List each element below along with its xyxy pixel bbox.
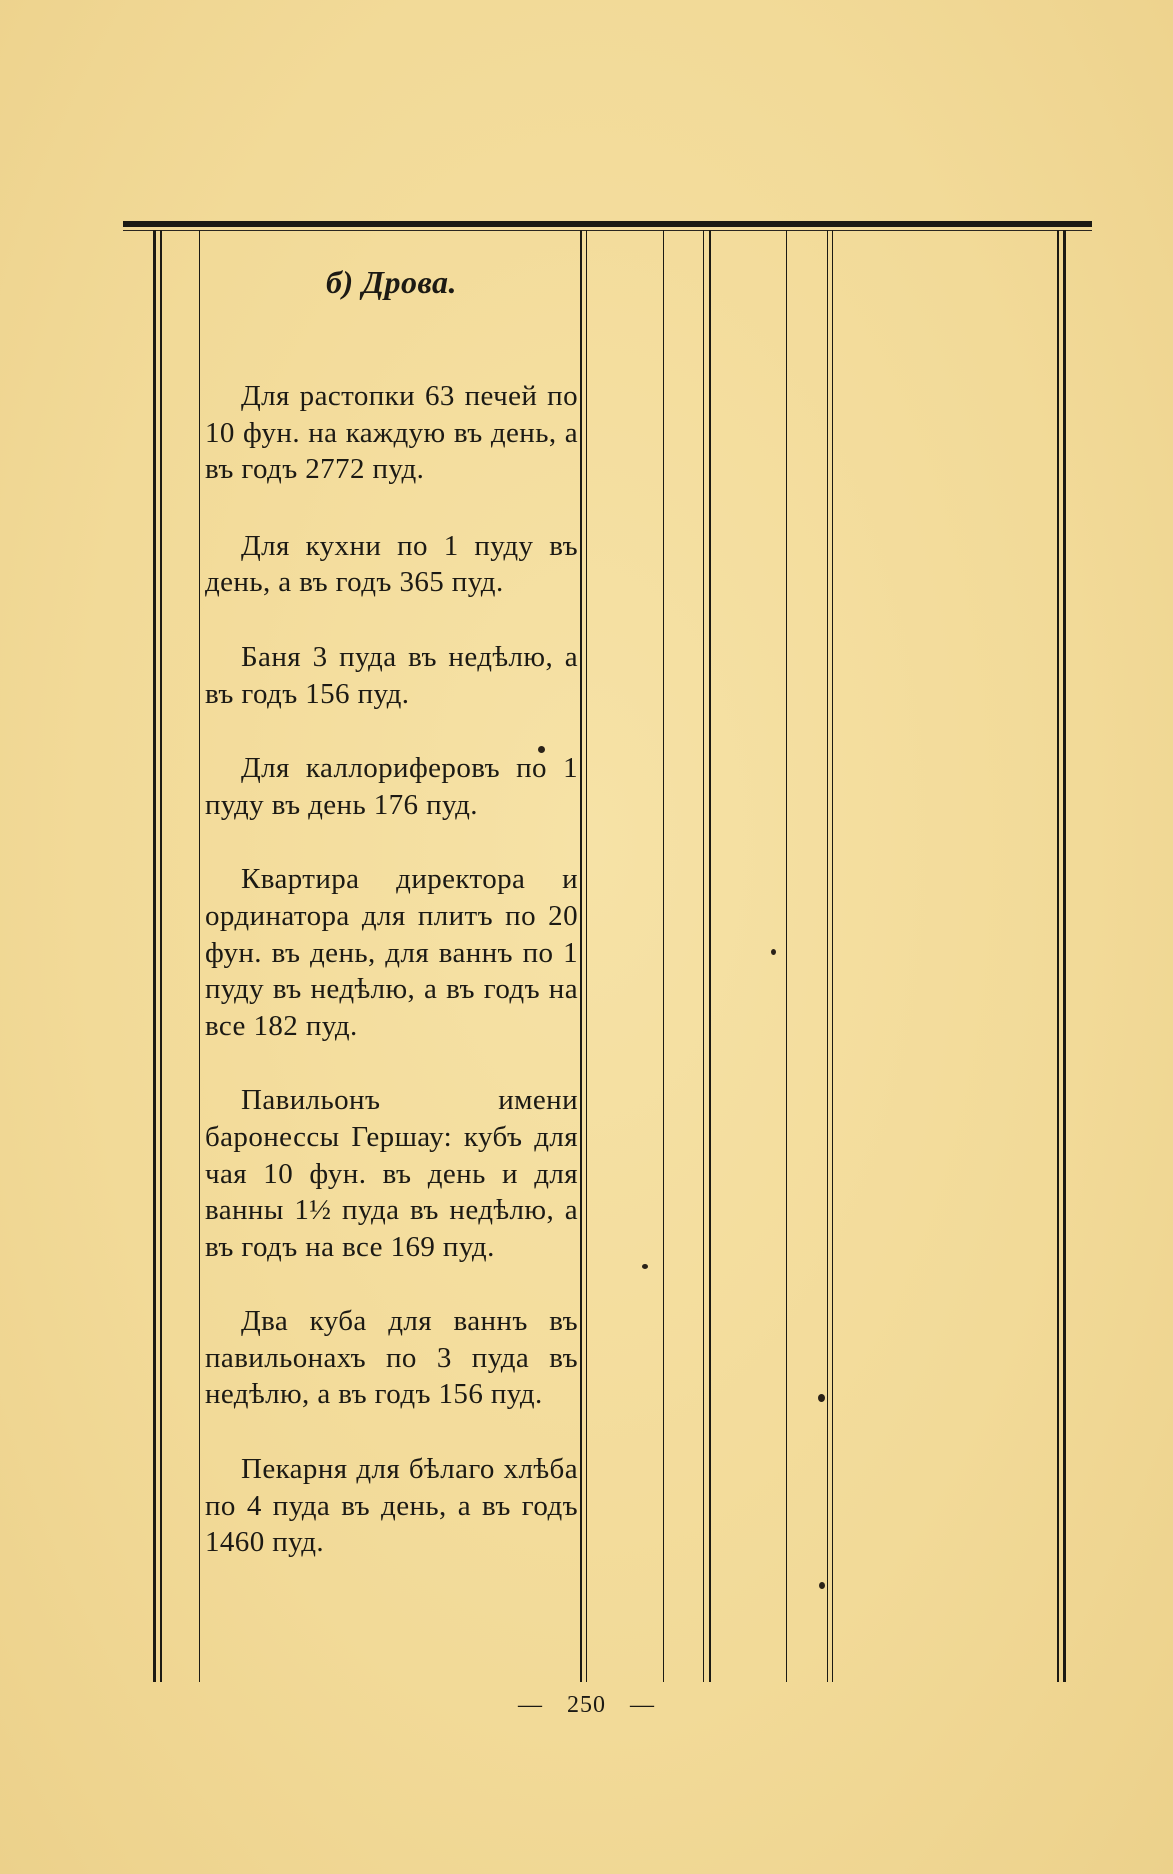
column-rule [709, 230, 711, 1682]
column-rule [199, 230, 200, 1682]
entry-pavilion-baths: Два куба для ваннъ въ павильонахъ по 3 пуда въ недѣлю, а въ годъ 156 пуд. [205, 1305, 578, 1411]
column-rule [160, 230, 162, 1682]
top-rule [123, 221, 1092, 227]
top-rule-thin [123, 230, 1092, 231]
column-rule [827, 230, 828, 1682]
column-rule [1057, 230, 1059, 1682]
entry-bakery: Пекарня для бѣлаго хлѣба по 4 пуда въ день, а въ годъ 1460 пуд. [205, 1453, 578, 1559]
entry-kitchen: Для кухни по 1 пуду въ день, а въ годъ 365 пуд. [205, 529, 578, 599]
column-rule [580, 230, 582, 1682]
section-heading: б) Дрова. [325, 264, 458, 300]
entry-director-apartment: Квартира директора и ординатора для плитъ по 20 фун. въ день, для ваннъ по 1 пуду въ недѣлю, а въ годъ на все 182 пуд. [205, 863, 578, 1042]
page-number-dash: — [518, 1692, 543, 1718]
column-rule [153, 230, 156, 1682]
page-number [0, 1690, 1173, 1720]
column-rule [703, 230, 704, 1682]
page-number-dash: — [630, 1692, 655, 1718]
ink-speck [819, 1582, 825, 1589]
column-rule [586, 230, 587, 1682]
page-number-value: 250 [567, 1692, 606, 1718]
column-rule [786, 230, 787, 1682]
ink-speck [818, 1394, 825, 1402]
ink-speck [771, 949, 776, 955]
column-rule [663, 230, 664, 1682]
column-rule [1063, 230, 1066, 1682]
column-rule [832, 230, 833, 1682]
entry-gershau-pavilion: Павильонъ имени баронессы Гершау: кубъ для чая 10 фун. въ день и для ванны 1½ пуда въ недѣлю, а въ годъ на все 169 пуд. [205, 1084, 578, 1263]
entry-bath: Баня 3 пуда въ недѣлю, а въ годъ 156 пуд. [205, 640, 578, 710]
ink-speck [642, 1264, 648, 1269]
entry-calorifers: Для каллориферовъ по 1 пуду въ день 176 пуд. [205, 752, 578, 821]
description-column [205, 262, 578, 1561]
entry-kindling: Для растопки 63 печей по 10 фун. на каждую въ день, а въ годъ 2772 пуд. [205, 380, 578, 486]
